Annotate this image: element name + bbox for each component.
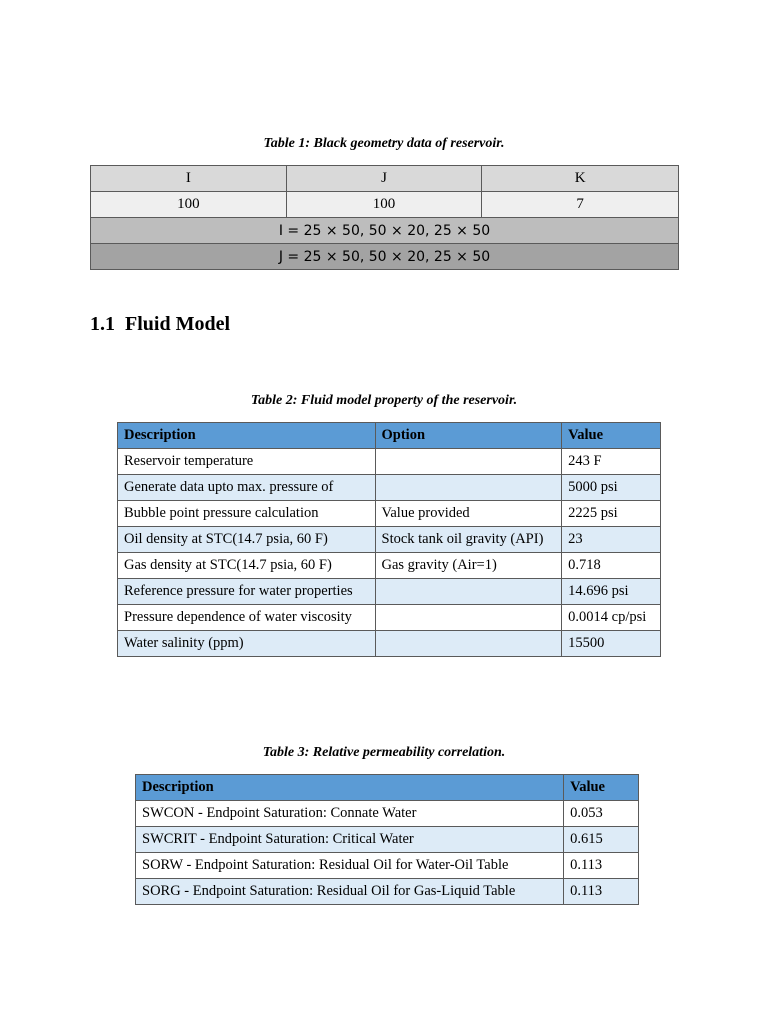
table-row <box>91 244 679 270</box>
cell-value: 14.696 psi <box>562 579 661 605</box>
value-cell-i: 100 <box>91 192 287 218</box>
table-row <box>118 553 661 579</box>
value-cell-k: 7 <box>482 192 679 218</box>
table-row <box>91 166 679 192</box>
table-header-row <box>136 775 639 801</box>
header-option: Option <box>375 423 562 449</box>
cell-description: Reference pressure for water properties <box>118 579 376 605</box>
cell-value: 5000 psi <box>562 475 661 501</box>
cell-option <box>375 475 562 501</box>
section-heading <box>90 313 230 336</box>
relative-permeability-table <box>135 774 639 905</box>
cell-value: 0.113 <box>564 879 639 905</box>
table-row <box>136 853 639 879</box>
cell-value: 0.053 <box>564 801 639 827</box>
cell-option: Gas gravity (Air=1) <box>375 553 562 579</box>
cell-description: Generate data upto max. pressure of <box>118 475 376 501</box>
value-cell-j: 100 <box>286 192 482 218</box>
header-cell-k: K <box>482 166 679 192</box>
table-row <box>91 192 679 218</box>
header-description: Description <box>118 423 376 449</box>
header-description: Description <box>136 775 564 801</box>
fluid-model-table <box>117 422 661 657</box>
cell-description: Reservoir temperature <box>118 449 376 475</box>
cell-description: Gas density at STC(14.7 psia, 60 F) <box>118 553 376 579</box>
cell-value: 0.615 <box>564 827 639 853</box>
table-row <box>118 527 661 553</box>
cell-value: 0.113 <box>564 853 639 879</box>
table2-caption: Table 2: Fluid model property of the reservoir. <box>250 393 518 408</box>
cell-description: Water salinity (ppm) <box>118 631 376 657</box>
j-distribution-cell: J = 25 × 50, 50 × 20, 25 × 50 <box>91 244 679 270</box>
cell-value: 23 <box>562 527 661 553</box>
cell-description: Pressure dependence of water viscosity <box>118 605 376 631</box>
table-row <box>136 879 639 905</box>
table-row <box>118 449 661 475</box>
table-row <box>136 827 639 853</box>
cell-description: SORG - Endpoint Saturation: Residual Oil for Gas-Liquid Table <box>136 879 564 905</box>
cell-option <box>375 579 562 605</box>
table-row <box>118 605 661 631</box>
table3-caption: Table 3: Relative permeability correlation. <box>262 745 506 760</box>
cell-option <box>375 449 562 475</box>
header-cell-i: I <box>91 166 287 192</box>
cell-description: SORW - Endpoint Saturation: Residual Oil for Water-Oil Table <box>136 853 564 879</box>
cell-option: Value provided <box>375 501 562 527</box>
header-value: Value <box>564 775 639 801</box>
cell-option <box>375 605 562 631</box>
cell-description: SWCON - Endpoint Saturation: Connate Water <box>136 801 564 827</box>
cell-description: SWCRIT - Endpoint Saturation: Critical Water <box>136 827 564 853</box>
header-cell-j: J <box>286 166 482 192</box>
cell-value: 0.718 <box>562 553 661 579</box>
cell-description: Oil density at STC(14.7 psia, 60 F) <box>118 527 376 553</box>
cell-value: 243 F <box>562 449 661 475</box>
section-title: Fluid Model <box>125 313 231 335</box>
cell-value: 2225 psi <box>562 501 661 527</box>
cell-option <box>375 631 562 657</box>
table1-caption: Table 1: Black geometry data of reservoir. <box>263 136 505 151</box>
geometry-table <box>90 165 679 270</box>
table-header-row <box>118 423 661 449</box>
section-number: 1.1 <box>90 313 115 335</box>
table-row <box>118 579 661 605</box>
cell-value: 0.0014 cp/psi <box>562 605 661 631</box>
cell-option: Stock tank oil gravity (API) <box>375 527 562 553</box>
cell-description: Bubble point pressure calculation <box>118 501 376 527</box>
table-row <box>136 801 639 827</box>
i-distribution-cell: I = 25 × 50, 50 × 20, 25 × 50 <box>91 218 679 244</box>
header-value: Value <box>562 423 661 449</box>
table-row <box>118 475 661 501</box>
table-row <box>118 501 661 527</box>
table-row <box>118 631 661 657</box>
table-row <box>91 218 679 244</box>
cell-value: 15500 <box>562 631 661 657</box>
